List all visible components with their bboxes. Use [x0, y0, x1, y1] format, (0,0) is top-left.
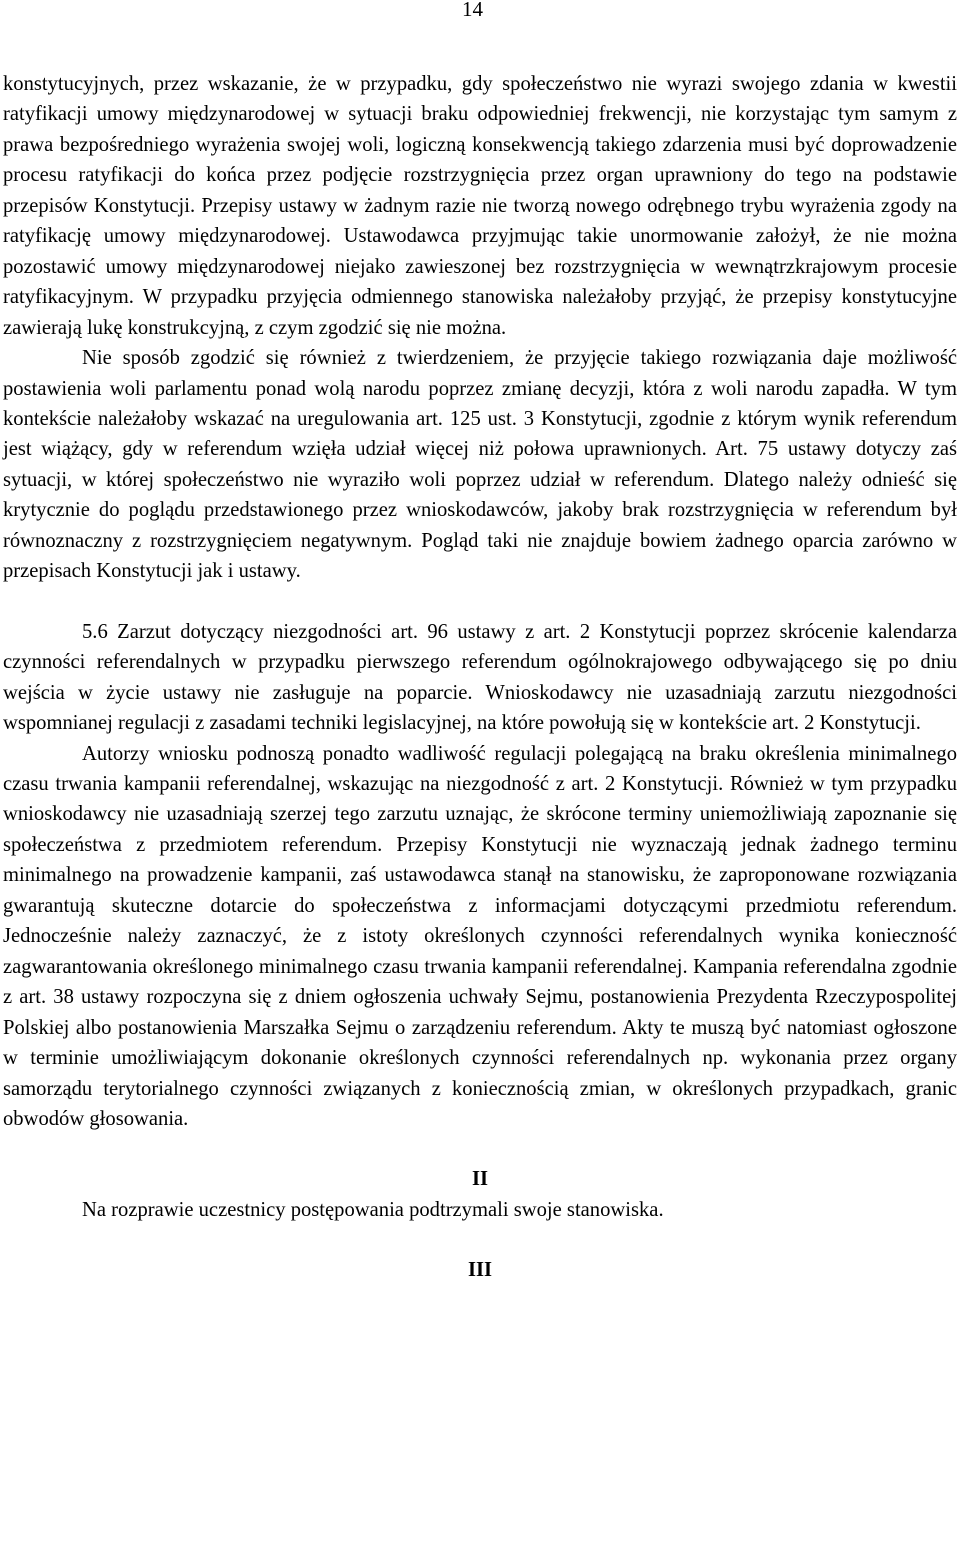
document-body	[3, 69, 957, 1286]
page-number: 14	[462, 0, 483, 21]
paragraph-referendum-binding: Nie sposób zgodzić się również z twierdzeniem, że przyjęcie takiego rozwiązania daje możliwość postawienia woli parlamentu ponad wolą narodu poprzez zmianę decyzji, która z woli narodu zapadła. W tym kontekście należałoby wskazać na uregulowania art. 125 ust. 3 Konstytucji, zgodnie z którym wynik referendum jest wiążący, gdy w referendum wzięła udział więcej niż połowa uprawnionych. Art. 75 ustawy dotyczy zaś sytuacji, w której społeczeństwo nie wyraziło woli poprzez udział w referendum. Dlatego należy odnieść się krytycznie do poglądu przedstawionego przez wnioskodawców, jakoby brak rozstrzygnięcia w referendum był równoznaczny z rozstrzygnięciem negatywnym. Pogląd taki nie znajduje bowiem żadnego oparcia zarówno w przepisach Konstytucji jak i ustawy.	[3, 347, 957, 583]
paragraph-campaign-duration: Autorzy wniosku podnoszą ponadto wadliwość regulacji polegającą na braku określenia minimalnego czasu trwania kampanii referendalnej, wskazując na niezgodność z art. 2 Konstytucji. Również w tym przypadku wnioskodawcy nie uzasadniają szerzej tego zarzutu uznając, że skrócone terminy uniemożliwiają zapoznanie się społeczeństwa z przedmiotem referendum. Przepisy Konstytucji nie wyznaczają jednak żadnego terminu minimalnego na prowadzenie kampanii, zaś ustawodawca stanął na stanowisku, że zaproponowane rozwiązania gwarantują skuteczne dotarcie do społeczeństwa z informacjami dotyczącymi przedmiotu referendum. Jednocześnie należy zaznaczyć, że z istoty określonych czynności referendalnych wynika konieczność zagwarantowania określonego minimalnego czasu trwania kampanii referendalnej. Kampania referendalna zgodnie z art. 38 ustawy rozpoczyna się z dniem ogłoszenia uchwały Sejmu, postanowienia Prezydenta Rzeczypospolitej Polskiej albo postanowienia Marszałka Sejmu o zarządzeniu referendum. Akty te muszą być natomiast ogłoszone w terminie umożliwiającym dokonanie określonych czynności referendalnych np. wykonania przez organy samorządu terytorialnego czynności związanych z koniecznością zmian, w określonych przypadkach, granic obwodów głosowania.	[3, 742, 957, 1130]
section-ii-text: Na rozprawie uczestnicy postępowania podtrzymali swoje stanowiska.	[82, 1198, 664, 1221]
section-heading-iii: III	[467, 1259, 493, 1282]
section-heading-ii: II	[471, 1168, 489, 1191]
paragraph-objection-5-6: 5.6 Zarzut dotyczący niezgodności art. 96 ustawy z art. 2 Konstytucji poprzez skrócenie kalendarza czynności referendalnych w przypadku pierwszego referendum ogólnokrajowego odbywającego się po dniu wejścia w życie ustawy nie zasługuje na poparcie. Wnioskodawcy nie uzasadniają zarzutu niezgodności wspomnianej regulacji z zasadami techniki legislacyjnej, na które powołują się w kontekście art. 2 Konstytucji.	[3, 620, 957, 735]
paragraph-continuation: konstytucyjnych, przez wskazanie, że w przypadku, gdy społeczeństwo nie wyrazi swojego zdania w kwestii ratyfikacji umowy międzynarodowej w sytuacji braku odpowiedniej frekwencji, nie korzystając tym samym z prawa bezpośredniego wyrażenia swojej woli, logiczną konsekwencją takiego zdarzenia musi być doprowadzenie procesu ratyfikacji do końca przez podjęcie rozstrzygnięcia przez organ uprawniony do tego na podstawie przepisów Konstytucji. Przepisy ustawy w żadnym razie nie tworzą nowego odrębnego trybu wyrażenia zgody na ratyfikację umowy międzynarodowej. Ustawodawca przyjmując takie unormowanie założył, że nie można pozostawić umowy międzynarodowej niejako zawieszonej bez rozstrzygnięcia w wewnątrzkrajowym procesie ratyfikacyjnym. W przypadku przyjęcia odmiennego stanowiska należałoby przyjąć, że przepisy konstytucyjne zawierają lukę konstrukcyjną, z czym zgodzić się nie można.	[3, 73, 957, 339]
